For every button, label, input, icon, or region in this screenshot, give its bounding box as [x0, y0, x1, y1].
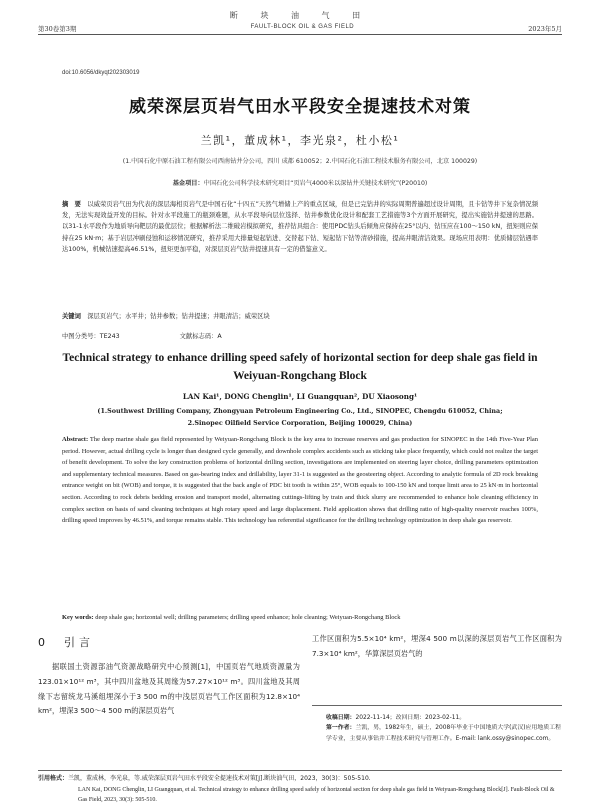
running-header [38, 24, 562, 33]
author-text: 兰凯，男，1982年生，硕士，2008年毕业于中国地质大学(武汉)应用地质工程学专业，主要从事钻井工程技术研究与管理工作。E-mail: lank.ossy@sinopec.com。 [326, 725, 561, 742]
affiliation-en [60, 405, 540, 429]
abstract-en-label: Abstract: [62, 436, 89, 443]
citation-en: LAN Kai, DONG Chenglin, LI Guangquan, et al. Technical strategy to enhance drilling speed safely of horizontal section for deep shale gas field in Weiyuan-Rongchang Block[J]. Fault-Block Oil & Gas Field, 2023, 30(3): 505-510. [78, 786, 555, 803]
abstract-cn-label: 摘 要 [62, 201, 82, 208]
section-heading-introduction: 0 引言 [38, 636, 94, 649]
header-rule [38, 34, 562, 35]
body-text-left-column: 据联国土资源部油气资源战略研究中心预测[1]，中国页岩气地质资源量为123.01×10¹² m³，其中四川盆地及其周缘为57.27×10¹² m³。四川盆地及其周缘下志留统龙马溪组埋深小于3 500 m的中浅层页岩气工作区面积为12.8×10⁴ km²，埋深3 500～4 500 m的深层页岩气 [38, 662, 300, 716]
fund-cn [40, 178, 560, 187]
classification-row [62, 331, 538, 340]
fund-label: 基金项目： [172, 180, 204, 187]
received-text: 2022-11-14；改回日期：2023-02-11。 [355, 715, 466, 721]
journal-name: 断 块 油 气 田 [229, 11, 371, 20]
footnote-rule [312, 705, 562, 706]
keywords-cn-text: 深层页岩气；水平井；钻井参数；钻井提速；井眼清洁；威荣区块 [87, 313, 270, 320]
keywords-en-label: Key words: [62, 614, 94, 621]
doi[interactable]: doi:10.6056/dkyqt202303019 [62, 70, 140, 76]
abstract-en [62, 434, 538, 527]
keywords-cn [62, 311, 538, 320]
affiliation-en-line: 2.Sinopec Oilfield Service Corporation, Beijing 100029, China) [187, 419, 413, 427]
body-text-right-column: 工作区面积为5.5×10⁴ km²，埋深4 500 m以深的深层页岩气工作区面积为7.3×10⁴ km²，华算深层页岩气的 [312, 634, 562, 658]
article-title-en: Technical strategy to enhance drilling speed safely of horizontal section for deep shale gas field in Weiyuan-Rongchang Block [62, 352, 538, 382]
citation-cn: 兰凯，董成林，李光泉，等.威荣深层页岩气田水平段安全提速技术对策[J].断块油气田，2023，30(3)：505-510. [68, 775, 371, 782]
abstract-cn [62, 199, 538, 255]
issue-date: 2023年5月 [528, 25, 562, 33]
keywords-en-text: deep shale gas; horizontal well; drilling parameters; drilling speed enhance; hole cleaning; Weiyuan-Rongchang Block [95, 614, 401, 621]
fund-text: 中国石化公司科学技术研究项目“页岩气4000米以深钻井关键技术研究”(P20010) [203, 180, 428, 187]
article-title-cn: 威荣深层页岩气田水平段安全提速技术对策 [129, 97, 471, 117]
volume-issue: 第30卷第3期 [38, 25, 77, 33]
author-label: 第一作者： [326, 725, 356, 732]
received-date [326, 713, 562, 723]
abstract-cn-text: 以威荣页岩气田为代表的深层海相页岩气是中国石化“十四五”天然气增储上产的重点区域，但是已完钻井的实际周期普遍超过设计周期，且卡钻等井下复杂情况频发，无法实现效益开发的目标。针对水平段施工的瓶颈难题，从水平段导向层位选择、钻井参数优化设计和配套工艺措施等3个方面开展研究，提出实施钻井提速的思路。以31-1水平段作为地质导向靶层的最优层位；根据解析法二维破岩模拟研究，推荐钻具组合：使用PDC钻头后倾角应保持在25°以内、钻压应在100～150 kN，扭矩则应保持在25 kN·m；基于岩层冲刷侵蚀和运移情况研究，推荐采用大排量短起钻进、交替起下钻、短起钻下钻等清砂措施，提高井眼清洁效果。现场应用表明：优质储层钻遇率达100%，机械钻速提高46.51%，扭矩更加平稳，对深层页岩气钻井提速具有一定的借鉴意义。 [62, 201, 538, 253]
authors-cn: 兰凯¹，董成林¹，李光泉²，杜小松¹ [200, 134, 400, 147]
citation-label: 引用格式： [38, 775, 69, 782]
citation-rule [38, 770, 562, 771]
affiliation-cn: (1.中国石化中原石油工程有限公司西南钻井分公司，四川 成都 610052；2.中国石化石油工程技术服务有限公司，北京 100029) [122, 158, 478, 165]
received-label: 收稿日期： [326, 715, 356, 721]
keywords-en [62, 614, 538, 621]
abstract-en-text: The deep marine shale gas field represented by Weiyuan-Rongchang Block is the key area to increase reserves and gas production for SINOPEC in the 14th Five-Year Plan period. However, actual drilling cycle is longer than designed cycle generally, and downhole complex accidents such as sticking take place frequently, which could not realize the target of benefit development. To solve the key construction problems of horizontal drilling section, investigations are implemented on steering layer choice, drilling parameters optimization and supplementary technical measures. Based on gas-bearing index and drillability, layer 31-1 is suggested as the geosteering object. According to analytic formula of 2D rock breaking entrance weight on bit (WOB) and torque, it is suggested that the back angle of PDC bit tooth is within 25°, WOB equals to 100-150 kN and torque limit area to 25 kN·m in horizontal section. According to rock debris bedding erosion and transport model, alternating cuttings-lifting by train and thick slurry are recommended to enhance hole cleaning efficiency in complex section on basis of sand cleaning techniques at high rotary speed and large displacement. Field application shows that drilling ratio of high-quality reservoir reaches 100%, drilling speed improves by 46.51%, and torque remains stable. This technology has referential significance for the drilling technology optimization in deep shale gas reservoir. [62, 436, 538, 525]
keywords-cn-label: 关键词 [62, 313, 81, 320]
affiliation-en-line: (1.Southwest Drilling Company, Zhongyuan Petroleum Engineering Co., Ltd., SINOPEC, Chengdu 610052, China; [97, 407, 503, 415]
citation [38, 774, 562, 806]
journal-name-en: FAULT-BLOCK OIL & GAS FIELD [250, 24, 355, 30]
footnote [326, 713, 562, 744]
clc-number: 中图分类号：TE243 [62, 333, 120, 340]
first-author-note [326, 723, 562, 744]
document-code: 文献标志码：A [179, 333, 222, 340]
authors-en: LAN Kai¹, DONG Chenglin¹, LI Guangquan², DU Xiaosong¹ [182, 392, 418, 401]
